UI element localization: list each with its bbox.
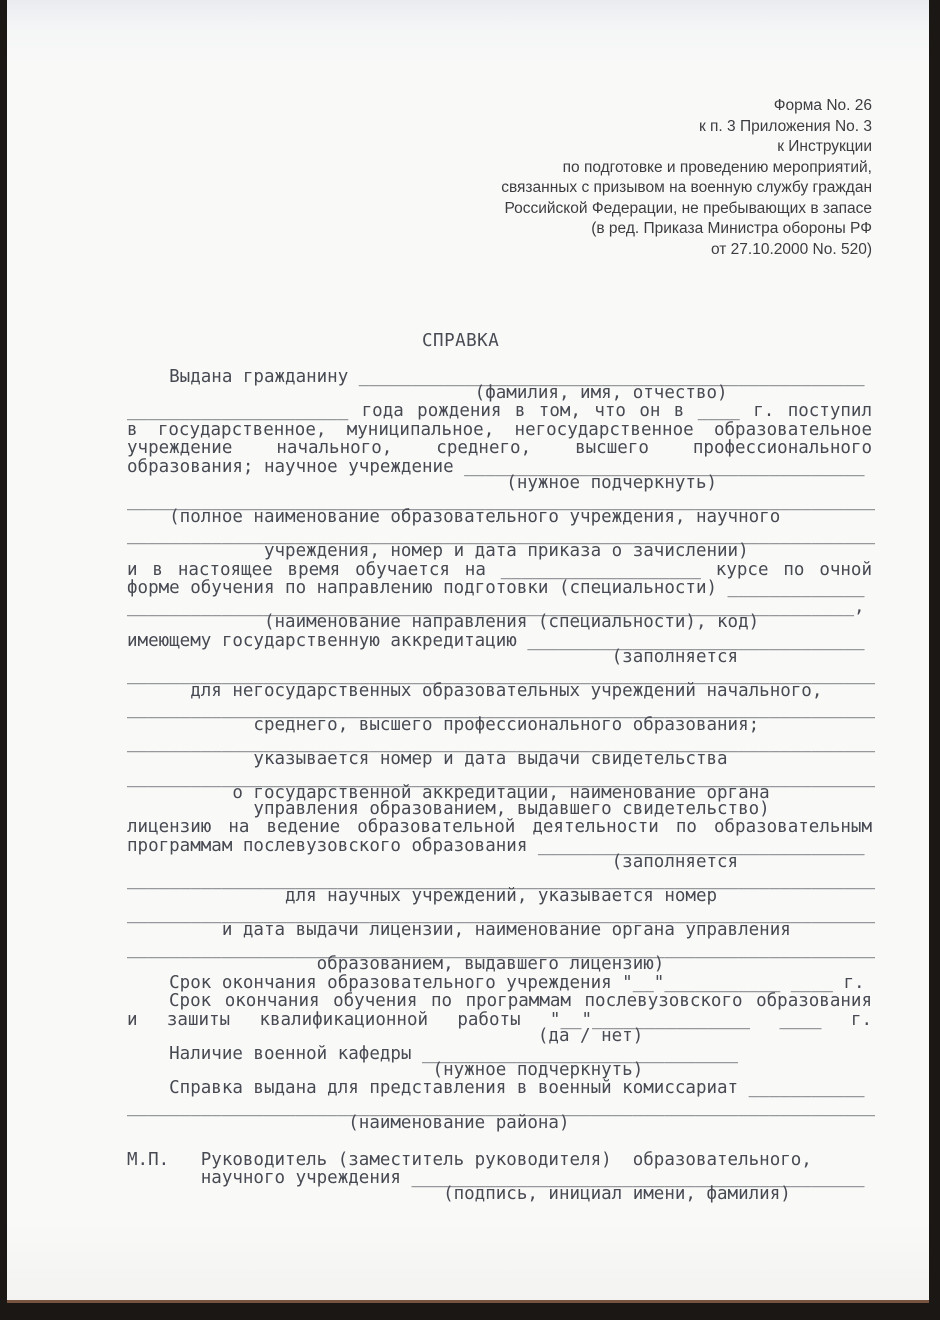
form-text-line: имеющему государственную аккредитацию ________________________________ <box>127 630 865 651</box>
field-caption: среднего, высшего профессионального образования; <box>127 714 760 735</box>
blank-line-rule: _______________________________________________________________________ <box>127 870 876 891</box>
field-caption: и дата выдачи лицензии, наименование органа управления <box>127 920 791 940</box>
field-caption: образованием, выдавшего лицензию) <box>127 954 665 975</box>
field-caption: указывается номер и дата выдачи свидетельства <box>127 749 728 770</box>
field-caption: для негосударственных образовательных учреждений начального, <box>127 680 823 701</box>
field-caption: (заполняется <box>127 646 739 667</box>
blank-line-rule: _______________________________________________________________________ <box>127 904 876 925</box>
form-text-line: Выдана гражданину ________________________________________________ <box>127 367 865 387</box>
field-caption: (полное наименование образовательного учреждения, научного <box>127 506 781 527</box>
form-text-line: _____________________________________________________________________, <box>127 596 865 617</box>
field-caption: для научных учреждений, указывается номер <box>127 885 718 906</box>
field-caption: учреждения, номер и дата приказа о зачислении) <box>127 540 749 561</box>
header-line: по подготовке и проведению мероприятий, <box>562 158 872 176</box>
spacer <box>127 1132 872 1151</box>
blank-line-rule: _______________________________________________________________________ <box>127 699 876 720</box>
form-text-line: М.П. Руководитель (заместитель руководителя) образовательного, <box>127 1149 812 1170</box>
header-line: к п. 3 Приложения No. 3 <box>698 117 872 135</box>
field-caption: (да / нет) <box>127 1025 644 1046</box>
header-line: к Инструкции <box>777 138 872 155</box>
form-content <box>127 0 876 1204</box>
field-caption: (наименование направления (специальности), код) <box>127 612 760 633</box>
form-text-line: учреждение начального, среднего, высшего профессионального <box>127 438 872 459</box>
form-text-line: Справка выдана для представления в военный комиссариат ___________ <box>127 1078 865 1099</box>
field-caption: о государственной аккредитации, наименование органа <box>127 783 770 804</box>
form-text-line: _____________________ года рождения в том, что он в ____ г. поступил <box>127 401 872 422</box>
blank-line-rule: _______________________________________________________________________ <box>127 1096 876 1117</box>
scanned-document-page <box>7 0 929 1303</box>
form-text-line: лицензию на ведение образовательной деятельности по образовательным <box>127 817 872 838</box>
header-line: Форма No. 26 <box>773 97 872 114</box>
field-caption: (фамилия, имя, отчество) <box>127 382 728 403</box>
form-text-line: Срок окончания образовательного учреждения "__"___________ ____ г. <box>127 972 865 993</box>
header-line: Российской Федерации, не пребывающих в запасе <box>504 199 872 217</box>
field-caption: (наименование района) <box>127 1112 570 1133</box>
form-text-line: образования; научное учреждение ______________________________________ <box>127 456 865 477</box>
blank-line-rule: _______________________________________________________________________ <box>127 491 876 512</box>
blank-line-rule: _______________________________________________________________________ <box>127 665 876 686</box>
blank-line-rule: _______________________________________________________________________ <box>127 525 876 546</box>
header-line: от 27.10.2000 No. 520) <box>710 240 872 258</box>
form-text-line: и зашиты квалификационной работы "__"_______________ ____ г. <box>127 1009 872 1030</box>
form-text-line: форме обучения по направлению подготовки (специальности) _____________ <box>127 578 865 599</box>
field-caption: (подпись, инициал имени, фамилия) <box>127 1183 791 1204</box>
field-caption: управления образованием, выдавшего свидетельство) <box>127 798 770 819</box>
form-text-line: программам послевузовского образования _______________________________ <box>127 836 865 857</box>
header-line: (в ред. Приказа Министра обороны РФ <box>591 220 872 237</box>
form-title: СПРАВКА <box>422 331 500 351</box>
form-text-line: в государственное, муниципальное, негосударственное образовательное <box>127 419 872 440</box>
blank-line-rule: _______________________________________________________________________ <box>127 733 876 754</box>
form-reference-header <box>127 96 872 260</box>
field-caption: (заполняется <box>127 851 739 872</box>
field-caption: (нужное подчеркнуть) <box>127 1059 644 1080</box>
field-caption: (нужное подчеркнуть) <box>127 472 718 493</box>
blank-line-rule: _______________________________________________________________________ <box>127 767 876 788</box>
form-text-line: научного учреждения ___________________________________________ <box>127 1168 865 1189</box>
form-body <box>127 367 876 1204</box>
form-text-line: Срок окончания обучения по программам послевузовского образования <box>169 991 872 1012</box>
form-text-line: и в настоящее время обучается на ___________________ курсе по очной <box>127 559 872 580</box>
blank-line-rule: _______________________________________________________________________ <box>127 938 876 959</box>
form-text-line: Наличие военной кафедры ______________________________ <box>127 1044 739 1065</box>
header-line: связанных с призывом на военную службу граждан <box>501 179 872 196</box>
